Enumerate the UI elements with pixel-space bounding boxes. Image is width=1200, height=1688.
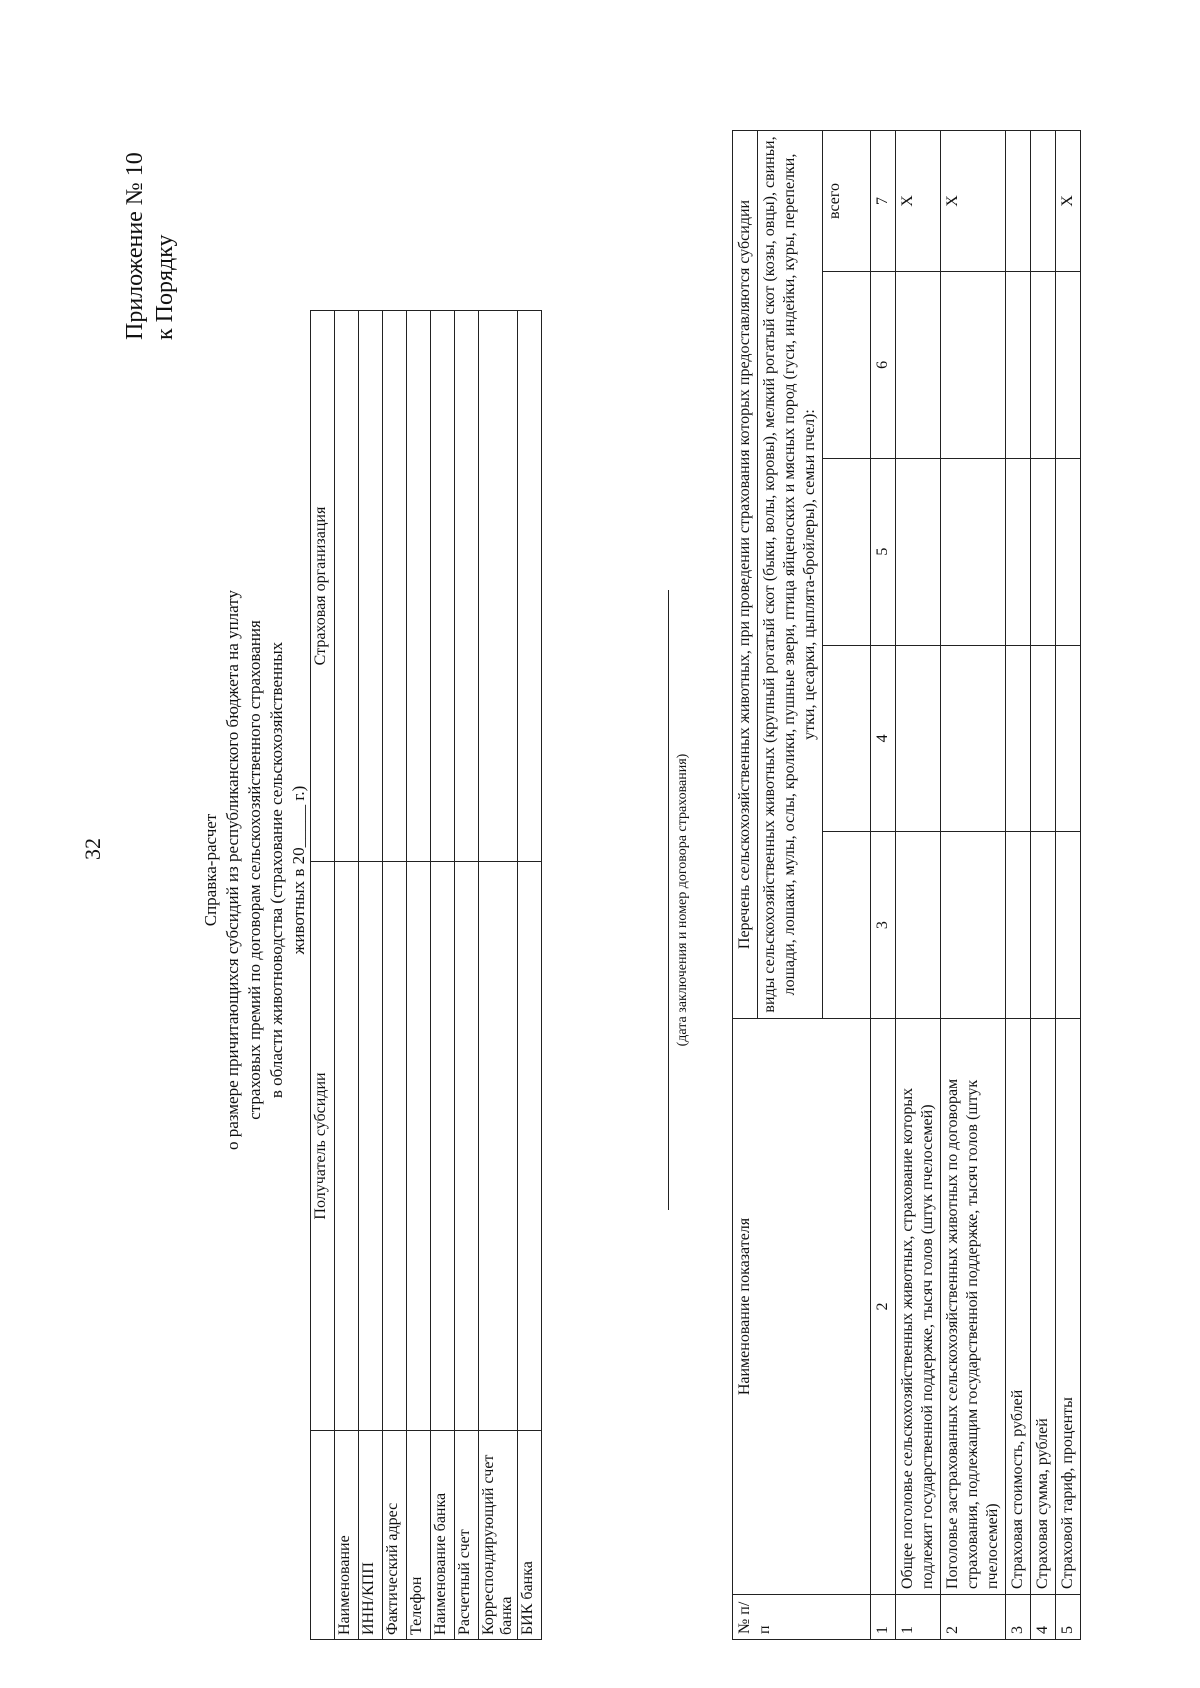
column-number: 3 — [871, 832, 896, 1019]
calculation-table — [732, 130, 1081, 1640]
row-indicator: Страховой тариф, проценты — [1056, 1019, 1081, 1595]
title-line-5: животных в 20_____ г.) — [289, 785, 308, 955]
row-label: Фактический адрес — [383, 1431, 407, 1640]
title-line-1: Справка-расчет — [201, 813, 220, 927]
insurer-value — [383, 311, 407, 862]
row-number: 3 — [1006, 1595, 1031, 1640]
cell — [1031, 272, 1056, 459]
appendix-line-1: Приложение № 10 — [122, 152, 148, 340]
row-number: 5 — [1056, 1595, 1081, 1640]
cell — [941, 832, 1006, 1019]
insurer-value — [359, 311, 383, 862]
cell — [1006, 832, 1031, 1019]
total-cell — [1006, 131, 1031, 272]
recipient-value — [479, 862, 518, 1431]
table-row — [1031, 131, 1056, 1640]
column-number: 6 — [871, 272, 896, 459]
column-number-row — [871, 131, 896, 1640]
insurer-value — [455, 311, 479, 862]
total-cell: Х — [941, 131, 1006, 272]
insurer-header: Страховая организация — [311, 311, 335, 862]
parties-table — [310, 310, 542, 1640]
insurer-value — [431, 311, 455, 862]
total-cell: Х — [896, 131, 941, 272]
species-col-3 — [823, 832, 871, 1019]
row-indicator: Страховая стоимость, рублей — [1006, 1019, 1031, 1595]
species-col-4 — [823, 645, 871, 832]
cell — [896, 832, 941, 1019]
row-label: ИНН/КПП — [359, 1431, 383, 1640]
title-line-3: страховых премий по договорам сельскохозяйственного страхования — [245, 620, 264, 1120]
table-row — [383, 311, 407, 1640]
cell — [941, 645, 1006, 832]
table-row — [896, 131, 941, 1640]
recipient-header: Получатель субсидии — [311, 862, 335, 1431]
contract-date-caption: (дата заключения и номер договора страхования) — [668, 590, 691, 1210]
cell — [1056, 458, 1081, 645]
recipient-value — [431, 862, 455, 1431]
row-number: 2 — [941, 1595, 1006, 1640]
cell — [896, 458, 941, 645]
cell — [1031, 832, 1056, 1019]
row-number: 1 — [896, 1595, 941, 1640]
parties-header-row — [311, 311, 335, 1640]
row-label: БИК банка — [518, 1431, 542, 1640]
cell — [1056, 832, 1081, 1019]
column-number: 1 — [871, 1595, 896, 1640]
row-indicator: Страховая сумма, рублей — [1031, 1019, 1056, 1595]
recipient-value — [518, 862, 542, 1431]
table-row — [941, 131, 1006, 1640]
cell — [941, 458, 1006, 645]
recipient-value — [359, 862, 383, 1431]
title-line-4: в области животноводства (страхование сельскохозяйственных — [267, 641, 286, 1099]
table-row — [455, 311, 479, 1640]
table-row — [407, 311, 431, 1640]
total-cell: Х — [1056, 131, 1081, 272]
row-indicator: Поголовье застрахованных сельскохозяйственных животных по договорам страхования, подлежащим государственной поддержке, тысяч голов (штук пчелосемей) — [941, 1019, 1006, 1595]
table-row — [335, 311, 359, 1640]
cell — [1006, 645, 1031, 832]
document-title — [200, 540, 310, 1200]
animal-list-header: Перечень сельскохозяйственных животных, при проведении страхования которых предоставляются субсидии — [733, 131, 758, 1019]
column-number: 5 — [871, 458, 896, 645]
insurer-value — [518, 311, 542, 862]
header-row-1 — [733, 131, 758, 1640]
row-label: Расчетный счет — [455, 1431, 479, 1640]
column-number: 7 — [871, 131, 896, 272]
row-label: Телефон — [407, 1431, 431, 1640]
cell — [1056, 272, 1081, 459]
recipient-value — [335, 862, 359, 1431]
insurer-value — [335, 311, 359, 862]
table-row — [1006, 131, 1031, 1640]
cell — [1031, 458, 1056, 645]
total-header: всего — [823, 131, 871, 272]
row-label: Наименование банка — [431, 1431, 455, 1640]
document-body — [120, 130, 1140, 1640]
column-number: 2 — [871, 1019, 896, 1595]
cell — [1031, 645, 1056, 832]
title-line-2: о размере причитающихся субсидий из республиканского бюджета на уплату — [223, 590, 242, 1150]
appendix-line-2: к Порядку — [152, 234, 178, 340]
insurer-value — [407, 311, 431, 862]
insurer-value — [479, 311, 518, 862]
table-row — [479, 311, 518, 1640]
row-label: Корреспондирующий счет банка — [479, 1431, 518, 1640]
cell — [896, 645, 941, 832]
species-header: виды сельскохозяйственных животных (крупный рогатый скот (быки, волы, коровы), мелкий рогатый скот (козы, овцы), свиньи, лошади, лошаки, мулы, ослы, кролики, пушные звери, птица яйценоских и мясных пород (гуси, индейки, куры, перепелки, утки, цесарки, цыплята-бройлеры), семьи пчел): — [758, 131, 823, 1019]
recipient-value — [455, 862, 479, 1431]
species-col-5 — [823, 458, 871, 645]
table-row — [359, 311, 383, 1640]
row-number: 4 — [1031, 1595, 1056, 1640]
col-name-header: Наименование показателя — [733, 1019, 871, 1595]
recipient-value — [407, 862, 431, 1431]
parties-header-blank — [311, 1431, 335, 1640]
table-row — [518, 311, 542, 1640]
page-number: 32 — [80, 838, 105, 860]
col-num-header: № п/п — [733, 1595, 871, 1640]
row-indicator: Общее поголовье сельскохозяйственных животных, страхование которых подлежит государственной поддержке, тысяч голов (штук пчелосемей) — [896, 1019, 941, 1595]
column-number: 4 — [871, 645, 896, 832]
cell — [1006, 272, 1031, 459]
cell — [1006, 458, 1031, 645]
table-row — [431, 311, 455, 1640]
species-col-6 — [823, 272, 871, 459]
appendix-heading — [120, 140, 180, 340]
cell — [896, 272, 941, 459]
total-cell — [1031, 131, 1056, 272]
cell — [1056, 645, 1081, 832]
cell — [941, 272, 1006, 459]
row-label: Наименование — [335, 1431, 359, 1640]
recipient-value — [383, 862, 407, 1431]
table-row — [1056, 131, 1081, 1640]
